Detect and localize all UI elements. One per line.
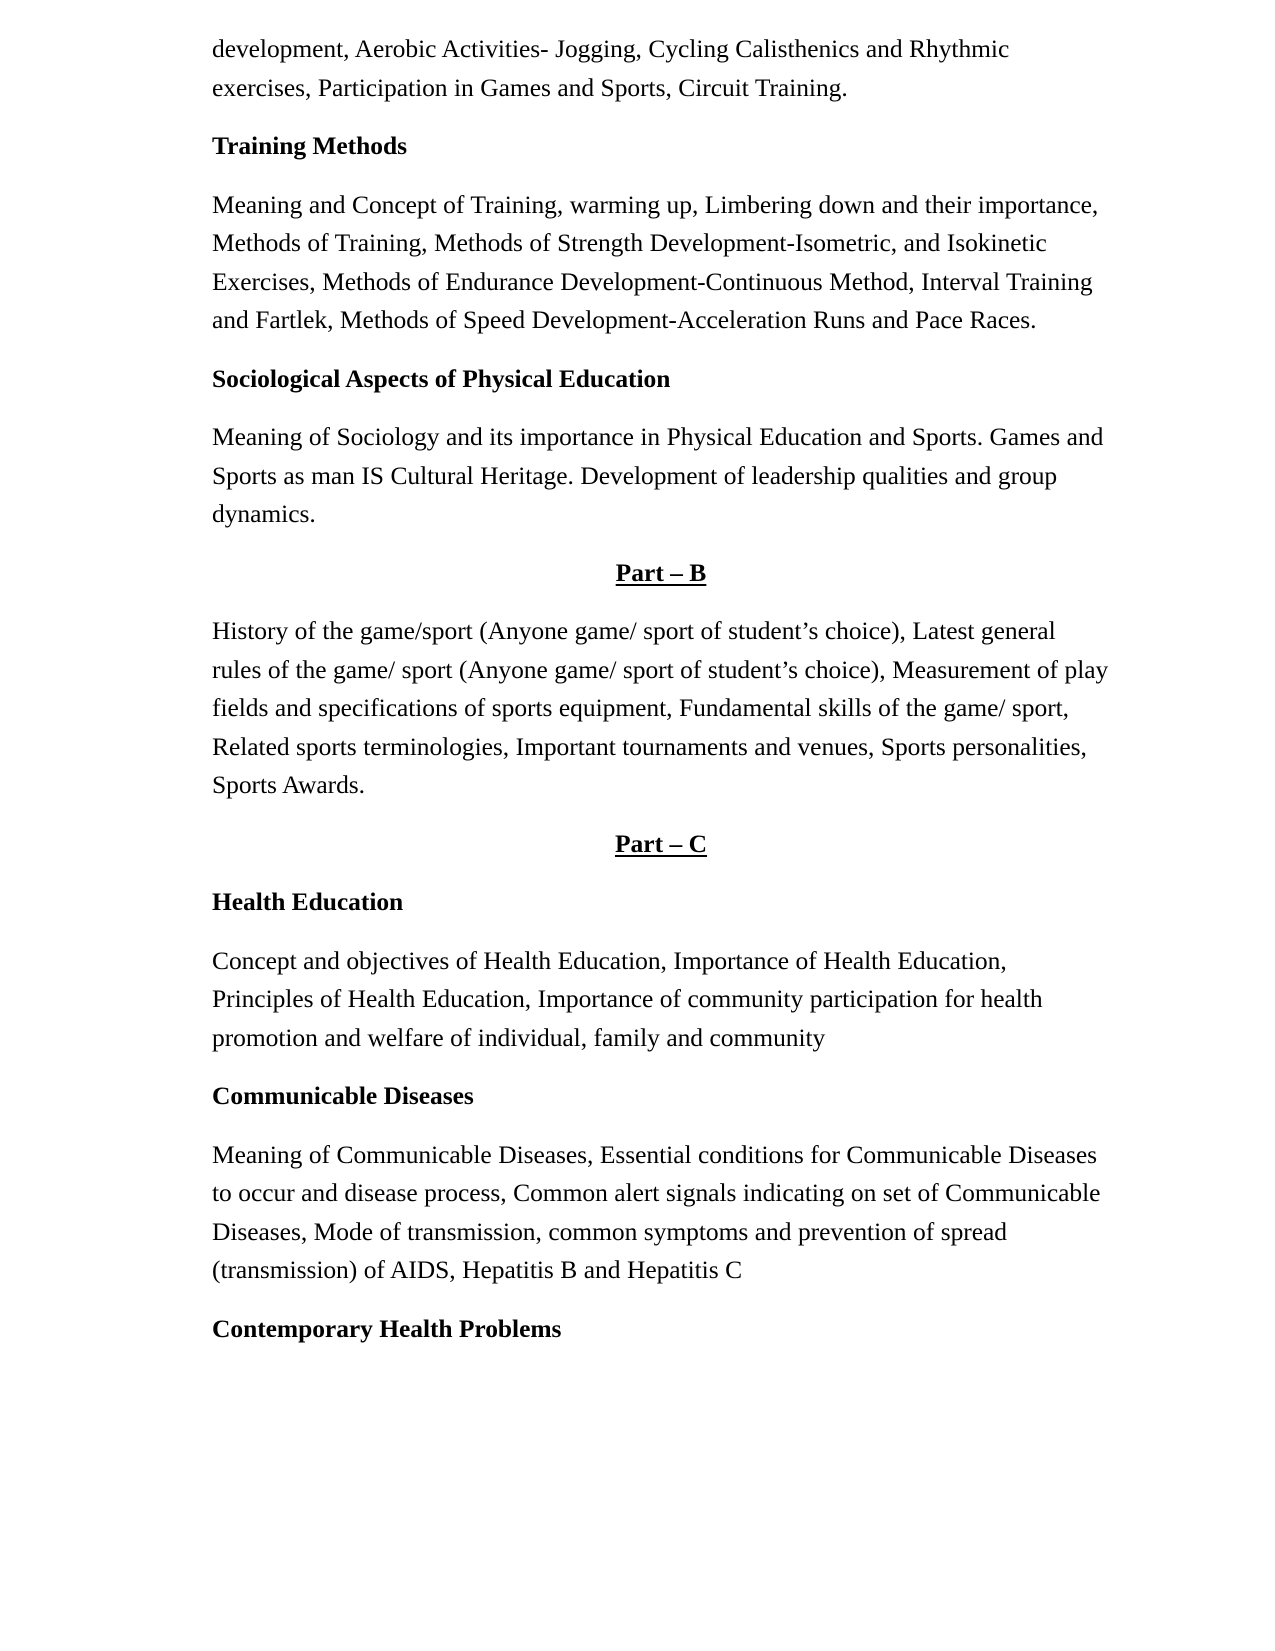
heading-sociological-aspects-of-physical-education: Sociological Aspects of Physical Education xyxy=(212,363,671,393)
paragraph-communicable-diseases: Meaning of Communicable Diseases, Essential conditions for Communicable Diseases to occur and disease process, Common alert signals indicating on set of Communicable Diseases, Mode of transmission, common symptoms and prevention of spread (transmission) of AIDS, Hepatitis B and Hepatitis C xyxy=(212,1139,1101,1284)
heading-part-b xyxy=(212,554,1110,593)
paragraph-health-education: Concept and objectives of Health Education, Importance of Health Education, Principles of Health Education, Importance of community participation for health promotion and welfare of individual, family and community xyxy=(212,945,1043,1052)
paragraph-sociological-aspects: Meaning of Sociology and its importance in Physical Education and Sports. Games and Sports as man IS Cultural Heritage. Development of leadership qualities and group dynamics. xyxy=(212,422,1104,528)
heading-part-c-label: Part – C xyxy=(614,828,708,858)
paragraph-continuation: development, Aerobic Activities- Jogging, Cycling Calisthenics and Rhythmic exercises, Participation in Games and Sports, Circuit Training. xyxy=(212,34,1010,102)
heading-part-c xyxy=(212,825,1110,864)
document-text-column xyxy=(212,30,1110,1368)
heading-part-b-label: Part – B xyxy=(615,557,707,587)
heading-training-methods: Training Methods xyxy=(212,131,407,160)
heading-communicable-diseases: Communicable Diseases xyxy=(212,1081,474,1110)
heading-health-education: Health Education xyxy=(212,887,404,916)
paragraph-part-b: History of the game/sport (Anyone game/ sport of student’s choice), Latest general rules of the game/ sport (Anyone game/ sport of student’s choice), Measurement of play fields and specifications of sports equipment, Fundamental skills of the game/ sport, Related sports terminologies, Important tournaments and venues, Sports personalities, Sports Awards. xyxy=(212,616,1109,799)
heading-contemporary-health-problems: Contemporary Health Problems xyxy=(212,1313,562,1343)
paragraph-training-methods: Meaning and Concept of Training, warming up, Limbering down and their importance, Methods of Training, Methods of Strength Development-Isometric, and Isokinetic Exercises, Methods of Endurance Development-Continuous Method, Interval Training and Fartlek, Methods of Speed Development-Acceleration Runs and Pace Races. xyxy=(212,189,1099,334)
